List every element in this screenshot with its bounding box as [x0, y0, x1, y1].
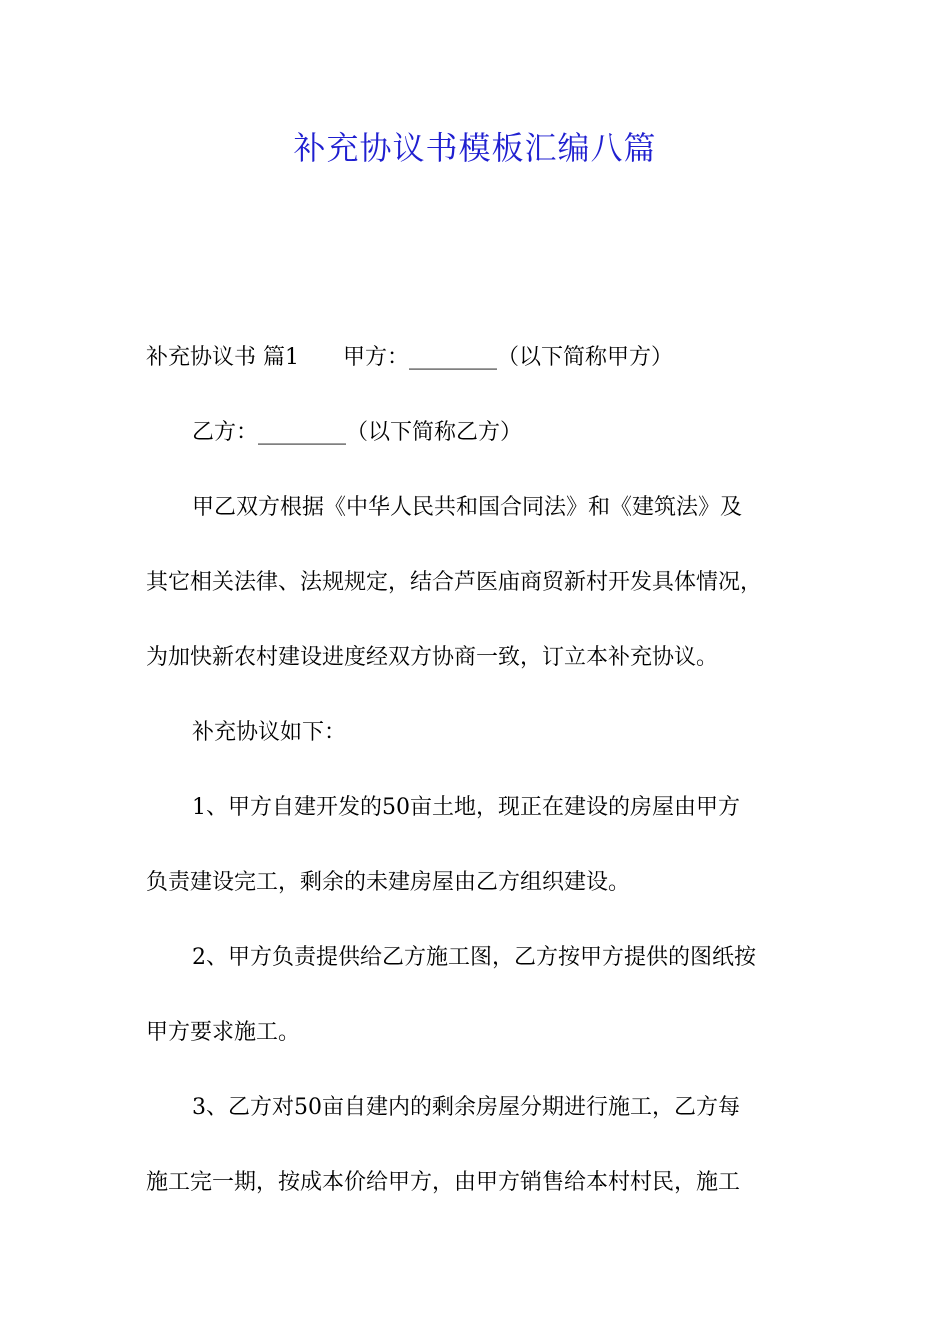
paragraph-line-item-1: 1、甲方自建开发的50亩土地，现正在建设的房屋由甲方 — [192, 795, 740, 820]
paragraph-line: 负责建设完工，剩余的未建房屋由乙方组织建设。 — [146, 870, 631, 895]
paragraph-line: 施工完一期，按成本价给甲方，由甲方销售给本村村民，施工 — [146, 1170, 741, 1195]
paragraph-line-header: 补充协议书 篇1 甲方：________（以下简称甲方） — [146, 345, 673, 370]
paragraph-line-item-3: 3、乙方对50亩自建内的剩余房屋分期进行施工，乙方每 — [192, 1095, 740, 1120]
paragraph-line: 其它相关法律、法规规定，结合芦医庙商贸新村开发具体情况， — [146, 570, 763, 595]
paragraph-line-heading: 补充协议如下： — [192, 720, 347, 745]
document-title: 补充协议书模板汇编八篇 — [293, 129, 657, 167]
paragraph-line: 甲方要求施工。 — [146, 1020, 301, 1045]
paragraph-line-party-b: 乙方：________（以下简称乙方） — [192, 420, 523, 445]
paragraph-line: 为加快新农村建设进度经双方协商一致，订立本补充协议。 — [146, 645, 719, 670]
paragraph-line-item-2: 2、甲方负责提供给乙方施工图，乙方按甲方提供的图纸按 — [192, 945, 756, 970]
paragraph-line: 甲乙双方根据《中华人民共和国合同法》和《建筑法》及 — [192, 495, 743, 520]
